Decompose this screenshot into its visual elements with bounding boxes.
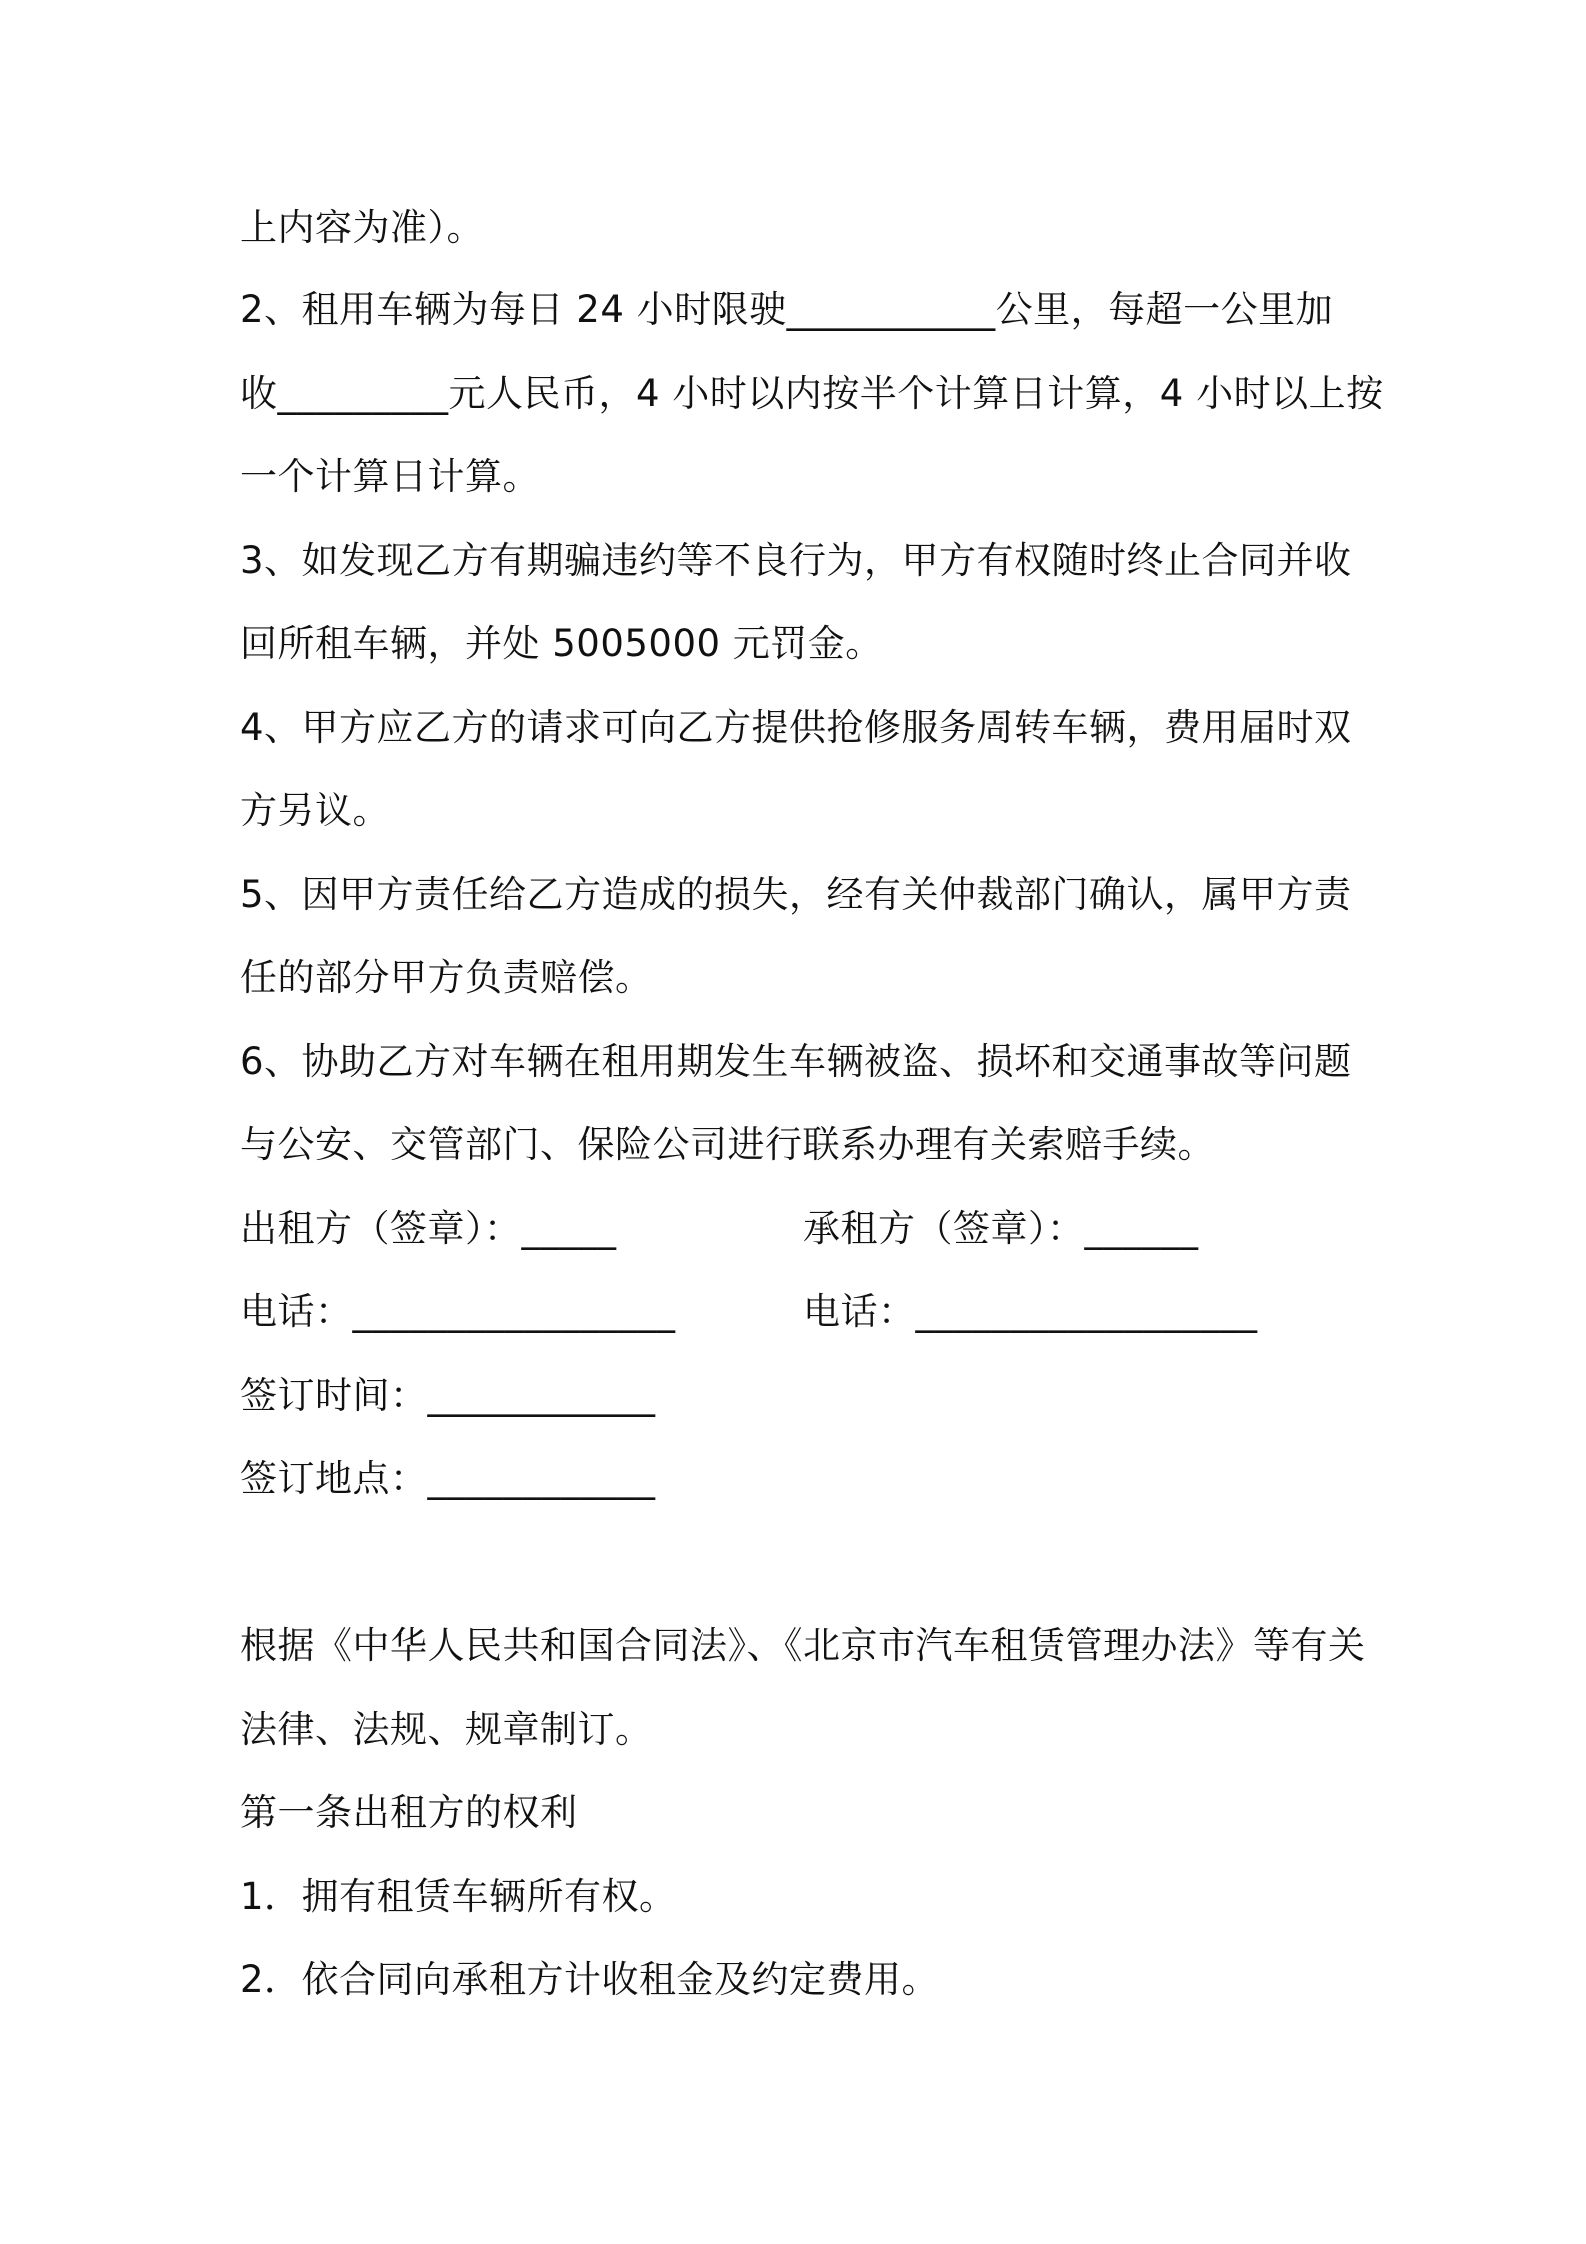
lessor-phone-field: 电话：_________________ xyxy=(240,1290,676,1333)
clause-6-line-2: 与公安、交管部门、保险公司进行联系办理有关索赔手续。 xyxy=(240,1123,1215,1166)
basis-line-1: 根据《中华人民共和国合同法》、《北京市汽车租赁管理办法》等有关 xyxy=(240,1624,1366,1667)
paragraph-line: 上内容为准）。 xyxy=(240,206,484,249)
clause-5-line-2: 任的部分甲方负责赔偿。 xyxy=(240,956,653,999)
lessee-signature-field: 承租方（签章）：______ xyxy=(803,1207,1199,1250)
clause-3-line-1: 3、如发现乙方有期骗违约等不良行为，甲方有权随时终止合同并收 xyxy=(240,539,1352,582)
clause-2-line-3: 一个计算日计算。 xyxy=(240,455,540,498)
article-1-item-1: 1．拥有租赁车辆所有权。 xyxy=(240,1875,677,1918)
sign-place-field: 签订地点：____________ xyxy=(240,1457,656,1500)
clause-2-line-2: 收_________元人民币，4 小时以内按半个计算日计算，4 小时以上按 xyxy=(240,372,1384,415)
lessee-phone-field: 电话：__________________ xyxy=(803,1290,1258,1333)
clause-2-line-1: 2、租用车辆为每日 24 小时限驶___________公里，每超一公里加 xyxy=(240,288,1334,331)
article-1-heading: 第一条出租方的权利 xyxy=(240,1791,578,1834)
lessor-signature-field: 出租方（签章）：_____ xyxy=(240,1207,617,1250)
clause-4-line-2: 方另议。 xyxy=(240,789,390,832)
clause-5-line-1: 5、因甲方责任给乙方造成的损失，经有关仲裁部门确认，属甲方责 xyxy=(240,873,1352,916)
clause-6-line-1: 6、协助乙方对车辆在租用期发生车辆被盗、损坏和交通事故等问题 xyxy=(240,1040,1352,1083)
article-1-item-2: 2．依合同向承租方计收租金及约定费用。 xyxy=(240,1958,940,2001)
sign-time-field: 签订时间：____________ xyxy=(240,1374,656,1417)
basis-line-2: 法律、法规、规章制订。 xyxy=(240,1708,653,1751)
clause-4-line-1: 4、甲方应乙方的请求可向乙方提供抢修服务周转车辆，费用届时双 xyxy=(240,706,1352,749)
clause-3-line-2: 回所租车辆，并处 5005000 元罚金。 xyxy=(240,622,883,665)
